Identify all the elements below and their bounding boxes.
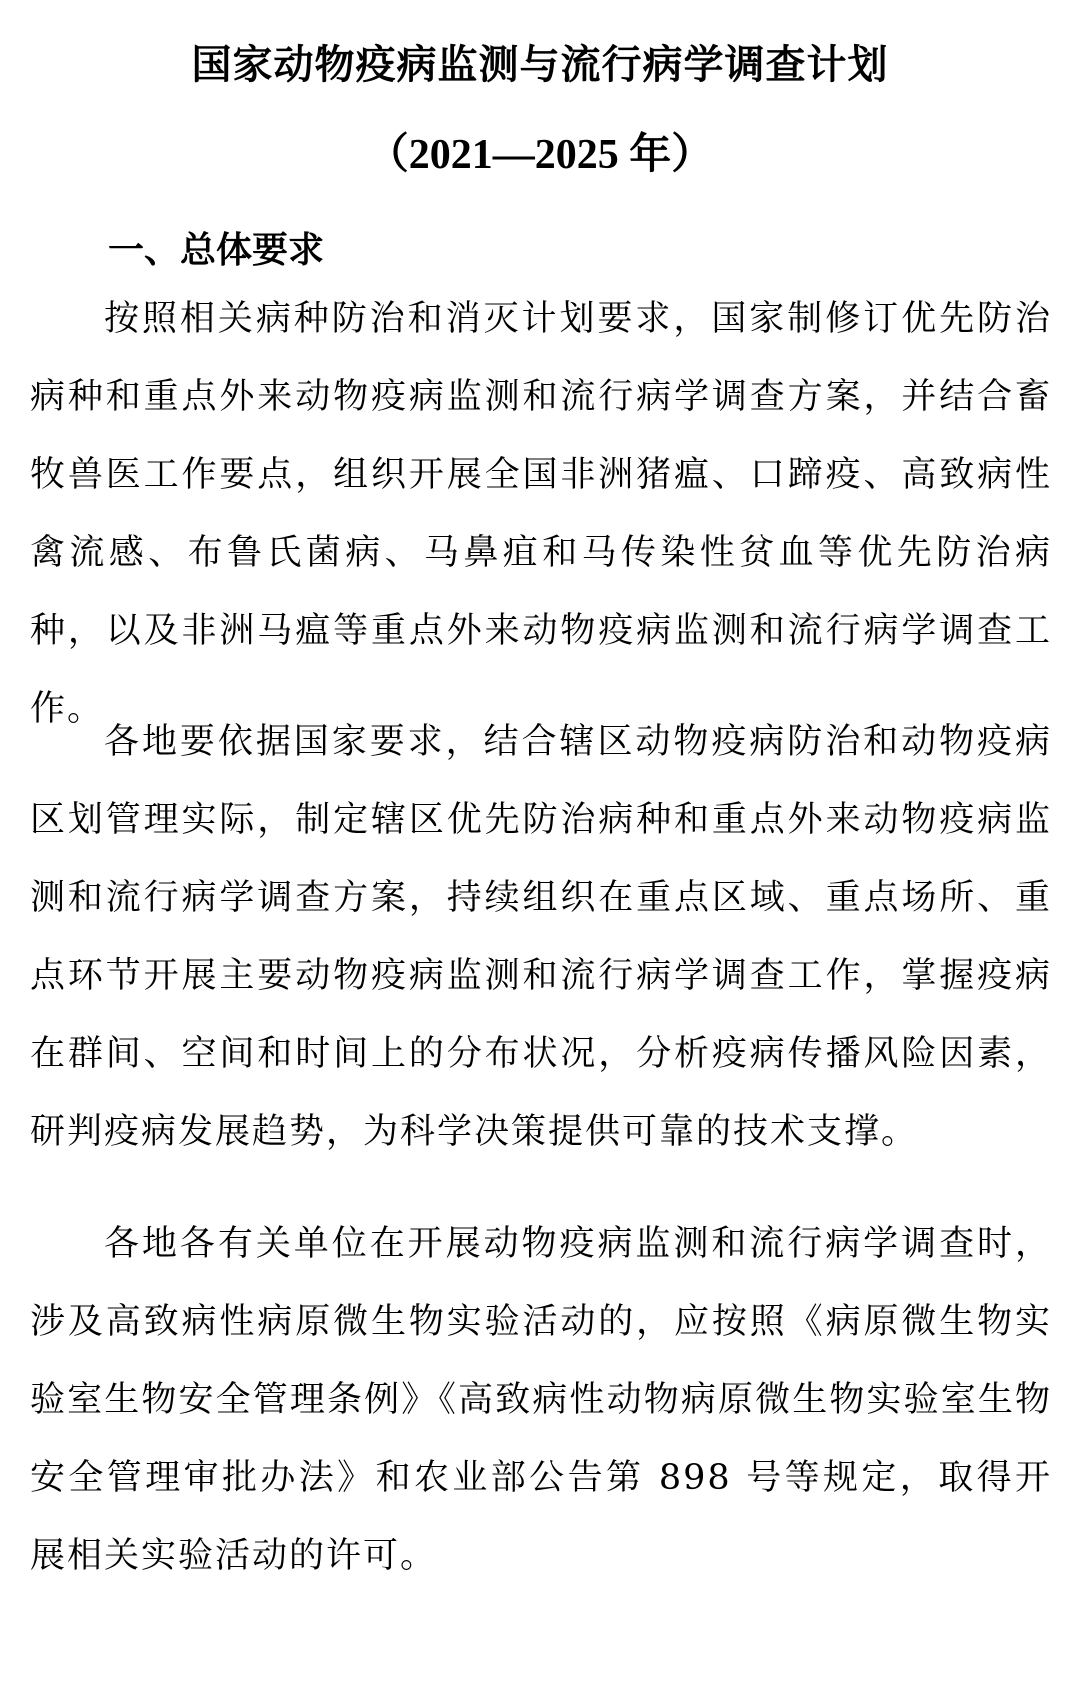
- paragraph-2: 各地要依据国家要求，结合辖区动物疫病防治和动物疫病区划管理实际，制定辖区优先防治病种和重点外来动物疫病监测和流行病学调查方案，持续组织在重点区域、重点场所、重点环节开展主要动物疫病监测和流行病学调查工作，掌握疫病在群间、空间和时间上的分布状况，分析疫病传播风险因素，研判疫病发展趋势，为科学决策提供可靠的技术支撑。: [30, 722, 1052, 1152]
- section-heading: 一、总体要求: [108, 230, 325, 271]
- paragraph-3: 各地各有关单位在开展动物疫病监测和流行病学调查时，涉及高致病性病原微生物实验活动的，应按照《病原微生物实验室生物安全管理条例》《高致病性动物病原微生物实验室生物安全管理审批办法》和农业部公告第 898 号等规定，取得开展相关实验活动的许可。: [30, 1224, 1052, 1576]
- document-title: 国家动物疫病监测与流行病学调查计划: [191, 41, 889, 88]
- paragraph-1: 按照相关病种防治和消灭计划要求，国家制修订优先防治病种和重点外来动物疫病监测和流行病学调查方案，并结合畜牧兽医工作要点，组织开展全国非洲猪瘟、口蹄疫、高致病性禽流感、布鲁氏菌病、马鼻疽和马传染性贫血等优先防治病种，以及非洲马瘟等重点外来动物疫病监测和流行病学调查工作。: [30, 299, 1052, 729]
- document-subtitle: （2021—2025 年）: [366, 132, 714, 178]
